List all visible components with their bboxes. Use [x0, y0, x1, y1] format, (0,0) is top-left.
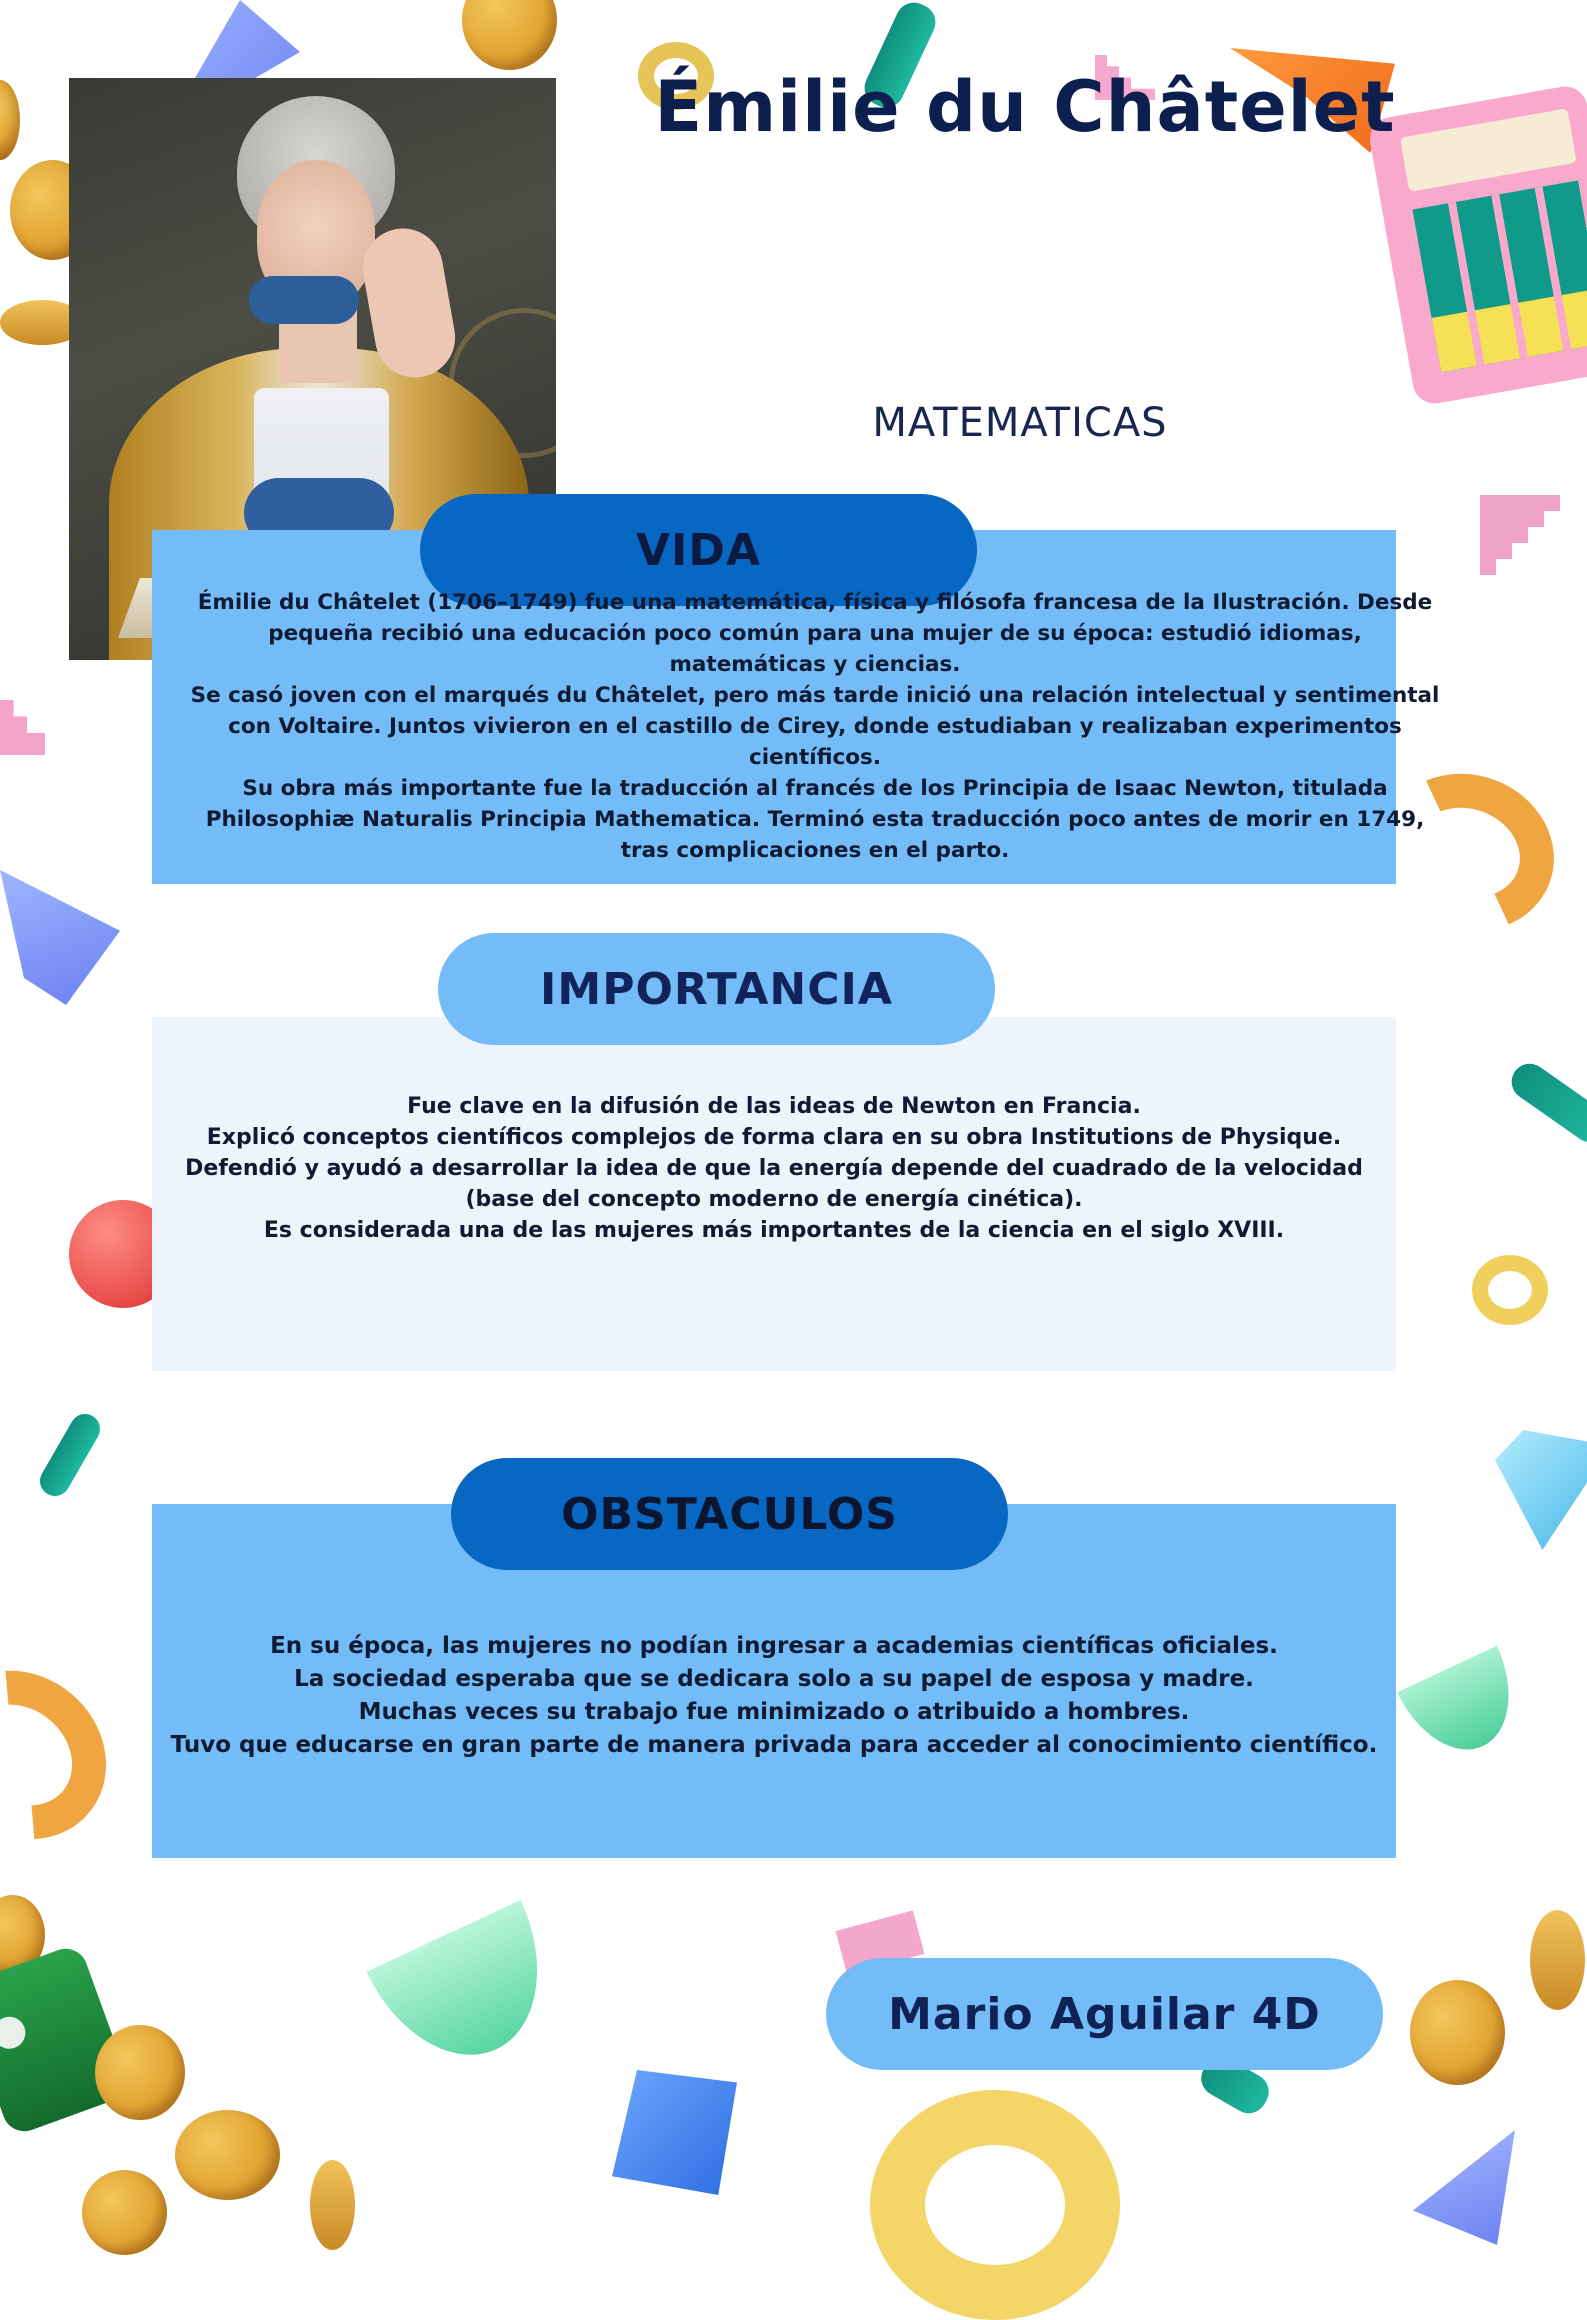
vida-paragraph: Su obra más importante fue la traducción al francés de los Principia de Isaac Newton, titulada Philosophiæ Naturalis Principia Mathematica. Terminó esta traducción poco antes de morir en 1749, tras complicaciones en el parto.	[205, 776, 1425, 863]
obstaculos-line: En su época, las mujeres no podían ingresar a academias científicas oficiales.	[270, 1633, 1278, 1659]
cube-decoration	[612, 2070, 737, 2195]
coin-decoration	[1530, 1910, 1585, 2010]
obstaculos-line: Muchas veces su trabajo fue minimizado o atribuido a hombres.	[358, 1699, 1190, 1725]
page-title: Émilie du Châtelet	[654, 66, 1396, 148]
importancia-text	[152, 1091, 1396, 1246]
arc-decoration	[0, 1636, 140, 1874]
obstaculos-heading: OBSTACULOS	[451, 1458, 1008, 1570]
vida-paragraph: Émilie du Châtelet (1706–1749) fue una matemática, física y filósofa francesa de la Ilustración. Desde pequeña recibió una educación poco común para una mujer de su época: estudió idiomas, matemáticas y ciencias.	[197, 590, 1433, 677]
coin-decoration	[0, 80, 20, 160]
obstaculos-line: La sociedad esperaba que se dedicara solo a su papel de esposa y madre.	[294, 1666, 1254, 1692]
author-label: Mario Aguilar 4D	[826, 1958, 1383, 2070]
obstaculos-line: Tuvo que educarse en gran parte de manera privada para acceder al conocimiento científico.	[170, 1732, 1378, 1758]
cone-decoration	[0, 870, 120, 1005]
coin-decoration	[1410, 1980, 1505, 2085]
importancia-line: Defendió y ayudó a desarrollar la idea de que la energía depende del cuadrado de la velocidad (base del concepto moderno de energía cinética).	[185, 1156, 1363, 1212]
coin-decoration	[95, 2025, 185, 2120]
vida-text	[190, 587, 1440, 866]
bowl-decoration	[367, 1900, 574, 2085]
stick-decoration	[35, 1409, 106, 1502]
stair-decoration	[0, 700, 45, 755]
vida-paragraph: Se casó joven con el marqués du Châtelet, pero más tarde inició una relación intelectual y sentimental con Voltaire. Juntos vivieron en el castillo de Cirey, donde estudiaban y realizaban experimentos científicos.	[190, 683, 1440, 770]
importancia-heading: IMPORTANCIA	[438, 933, 995, 1045]
bowl-decoration	[1397, 1646, 1533, 1770]
vida-heading: VIDA	[420, 494, 977, 606]
coin-decoration	[462, 0, 557, 70]
coin-decoration	[82, 2170, 167, 2255]
cone-decoration	[1395, 2130, 1515, 2245]
coin-decoration	[175, 2110, 280, 2200]
obstaculos-text	[152, 1630, 1396, 1762]
importancia-line: Es considerada una de las mujeres más importantes de la ciencia en el siglo XVIII.	[263, 1218, 1285, 1243]
ring-decoration	[1472, 1255, 1548, 1325]
importancia-line: Fue clave en la difusión de las ideas de Newton en Francia.	[407, 1094, 1141, 1119]
stick-decoration	[1505, 1057, 1587, 1150]
stair-decoration	[1480, 495, 1560, 575]
ring-decoration	[870, 2090, 1120, 2320]
importancia-line: Explicó conceptos científicos complejos de forma clara en su obra Institutions de Physique.	[206, 1125, 1342, 1150]
coin-decoration	[310, 2160, 355, 2250]
diamond-decoration	[1495, 1430, 1587, 1550]
subject-label: MATEMATICAS	[872, 400, 1168, 446]
